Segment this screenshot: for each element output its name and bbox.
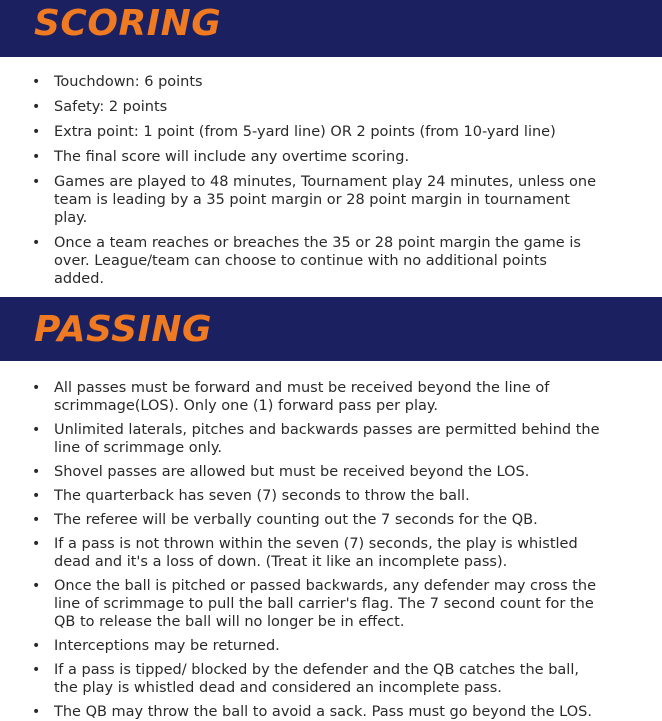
list-item [32, 487, 600, 505]
list-item-text: Interceptions may be returned. [54, 638, 280, 654]
bullet-icon: • [32, 638, 41, 654]
list-item-text: Games are played to 48 minutes, Tournament play 24 minutes, unless one team is leading by a 35 point margin or 28 point margin in tournament play. [54, 174, 597, 226]
passing-rules-list [0, 361, 600, 721]
list-item [32, 148, 600, 166]
list-item [32, 703, 600, 721]
bullet-icon: • [32, 149, 41, 165]
list-item-text: Once the ball is pitched or passed backwards, any defender may cross the line of scrimmage to pull the ball carrier's flag. The 7 second count for the QB to release the ball will no longer be in effect. [54, 578, 597, 630]
list-item-text: Once a team reaches or breaches the 35 or 28 point margin the game is over. League/team can choose to continue with no additional points added. [54, 235, 581, 287]
bullet-icon: • [32, 578, 41, 594]
bullet-icon: • [32, 380, 41, 396]
list-item-text: Touchdown: 6 points [54, 74, 203, 90]
bullet-icon: • [32, 464, 41, 480]
bullet-icon: • [32, 536, 41, 552]
list-item [32, 123, 600, 141]
passing-title: PASSING [34, 309, 213, 350]
list-item [32, 421, 600, 457]
list-item-text: Safety: 2 points [54, 99, 168, 115]
list-item-text: Extra point: 1 point (from 5-yard line) OR 2 points (from 10-yard line) [54, 124, 556, 140]
list-item-text: Unlimited laterals, pitches and backwards passes are permitted behind the line of scrimmage only. [54, 422, 600, 456]
list-item-text: The final score will include any overtime scoring. [54, 149, 410, 165]
list-item [32, 511, 600, 529]
list-item [32, 379, 600, 415]
scoring-header [0, 0, 662, 57]
list-item-text: The referee will be verbally counting out the 7 seconds for the QB. [54, 512, 538, 528]
scoring-title: SCORING [34, 3, 222, 44]
list-item [32, 234, 600, 288]
bullet-icon: • [32, 99, 41, 115]
list-item-text: If a pass is tipped/ blocked by the defender and the QB catches the ball, the play is whistled dead and considered an incomplete pass. [54, 662, 579, 696]
bullet-icon: • [32, 512, 41, 528]
list-item [32, 577, 600, 631]
list-item [32, 463, 600, 481]
bullet-icon: • [32, 124, 41, 140]
bullet-icon: • [32, 488, 41, 504]
list-item-text: The QB may throw the ball to avoid a sack. Pass must go beyond the LOS. [54, 704, 592, 720]
list-item [32, 173, 600, 227]
scoring-rules-list [0, 57, 600, 297]
list-item-text: Shovel passes are allowed but must be received beyond the LOS. [54, 464, 530, 480]
list-item [32, 73, 600, 91]
list-item-text: The quarterback has seven (7) seconds to throw the ball. [54, 488, 470, 504]
list-item [32, 535, 600, 571]
bullet-icon: • [32, 74, 41, 90]
list-item-text: All passes must be forward and must be received beyond the line of scrimmage(LOS). Only one (1) forward pass per play. [54, 380, 550, 414]
bullet-icon: • [32, 704, 41, 720]
bullet-icon: • [32, 174, 41, 190]
bullet-icon: • [32, 422, 41, 438]
passing-header [0, 297, 662, 361]
list-item [32, 661, 600, 697]
list-item [32, 98, 600, 116]
list-item [32, 637, 600, 655]
bullet-icon: • [32, 662, 41, 678]
bullet-icon: • [32, 235, 41, 251]
list-item-text: If a pass is not thrown within the seven (7) seconds, the play is whistled dead and it's a loss of down. (Treat it like an incomplete pass). [54, 536, 578, 570]
